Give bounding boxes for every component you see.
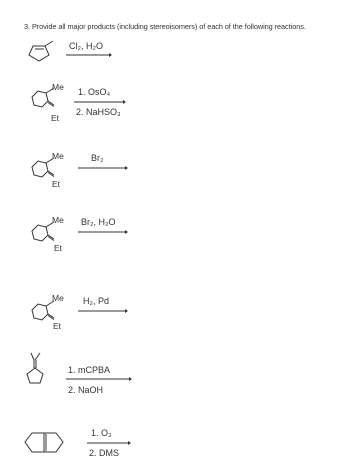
methyl-label: Me — [52, 293, 64, 303]
reagent-line: H₂, Pd — [83, 296, 110, 306]
reaction-arrow — [66, 52, 112, 58]
reaction-arrow — [87, 440, 131, 446]
question-text: 3. Provide all major products (including stereoisomers) of each of the following reactions. — [24, 22, 306, 31]
reagent-line: Br₂, H₂O — [81, 217, 116, 227]
methyl-label: Me — [52, 82, 64, 92]
reaction-arrow — [78, 308, 128, 314]
methyl-label: Me — [52, 215, 64, 225]
ethyl-label: Et — [53, 321, 62, 331]
reaction-arrow — [78, 165, 128, 171]
reagent-line-1: 1. OsO₄ — [78, 87, 111, 97]
reagent-line-1: 1. O₃ — [91, 428, 112, 438]
reaction-arrow — [78, 229, 128, 235]
reaction-arrow — [66, 376, 132, 382]
reagent-line: Br₂ — [91, 153, 104, 163]
ethyl-label: Et — [52, 179, 61, 189]
reagent-line-2: 2. DMS — [89, 448, 120, 458]
cyclopentene-methyl-icon — [26, 40, 56, 64]
reagent-line: Cl₂, H₂O — [69, 41, 103, 51]
methyl-label: Me — [52, 151, 64, 161]
ethyl-label: Et — [54, 243, 63, 253]
ethyl-label: Et — [51, 113, 60, 123]
reaction-arrow — [74, 99, 126, 105]
reagent-line-2: 2. NaOH — [68, 385, 104, 395]
reagent-line-1: 1. mCPBA — [68, 365, 111, 375]
isopropylidenecyclopentane-icon — [23, 352, 51, 390]
bicyclic-diene-icon — [20, 428, 68, 458]
reagent-line-2: 2. NaHSO₃ — [76, 107, 121, 117]
